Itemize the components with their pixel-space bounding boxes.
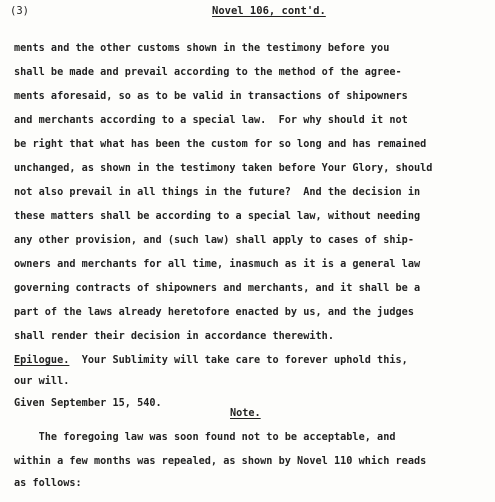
- body-line: part of the laws already heretofore enacted by us, and the judges: [14, 307, 414, 318]
- epilogue-label: Epilogue.: [14, 355, 70, 366]
- page-number: (3): [10, 5, 29, 17]
- body-line: ments aforesaid, so as to be valid in transactions of shipowners: [14, 91, 408, 102]
- body-line: governing contracts of shipowners and merchants, and it shall be a: [14, 283, 421, 294]
- body-line: any other provision, and (such law) shall apply to cases of ship-: [14, 235, 414, 246]
- note-line: within a few months was repealed, as shown by Novel 110 which reads: [14, 456, 427, 467]
- epilogue-line: [14, 355, 408, 367]
- epilogue-text: Your Sublimity will take care to forever uphold this,: [69, 355, 408, 366]
- body-line: ments and the other customs shown in the testimony before you: [14, 43, 390, 54]
- epilogue-line-2: our will.: [14, 376, 70, 387]
- body-line: shall render their decision in accordance therewith.: [14, 331, 334, 342]
- note-heading: Note.: [230, 408, 261, 419]
- note-line: as follows:: [14, 478, 82, 489]
- note-line: The foregoing law was soon found not to be acceptable, and: [14, 432, 396, 443]
- body-line: and merchants according to a special law. For why should it not: [14, 115, 408, 126]
- body-line: be right that what has been the custom for so long and has remained: [14, 139, 427, 150]
- body-line: owners and merchants for all time, inasmuch as it is a general law: [14, 259, 421, 270]
- page-header: Novel 106, cont'd.: [212, 5, 326, 17]
- body-line: unchanged, as shown in the testimony taken before Your Glory, should: [14, 163, 433, 174]
- body-line: these matters shall be according to a special law, without needing: [14, 211, 421, 222]
- given-date: Given September 15, 540.: [14, 398, 162, 409]
- body-line: shall be made and prevail according to the method of the agree-: [14, 67, 402, 78]
- body-line: not also prevail in all things in the future? And the decision in: [14, 187, 421, 198]
